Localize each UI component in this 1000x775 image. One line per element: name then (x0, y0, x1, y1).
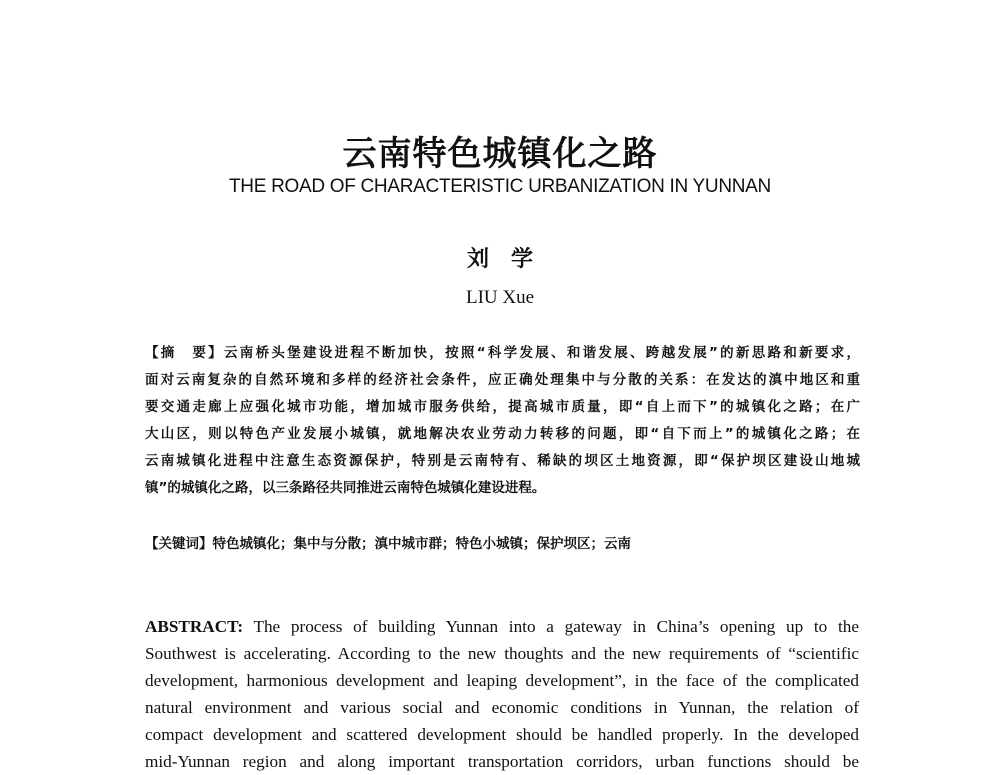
abstract-cn-label: 【摘 要】 (145, 345, 224, 361)
paper-title-cn: 云南特色城镇化之路 (342, 134, 658, 174)
author-name-en: LIU Xue (465, 287, 535, 308)
abstract-en (145, 613, 859, 775)
abstract-cn-text: 云南桥头堡建设进程不断加快，按照“科学发展、和谐发展、跨越发展”的新思路和新要求， (223, 345, 860, 361)
abstract-en-text: The process of building Yunnan into a gateway in China’s opening up to the (243, 617, 859, 636)
abstract-en-line: development, harmonious development and leaping development”, in the face of the complicated (145, 671, 859, 690)
keywords-cn (145, 531, 860, 558)
abstract-en-line: Southwest is accelerating. According to the new thoughts and the new requirements of “scientific (145, 644, 859, 663)
abstract-en-line (145, 613, 859, 640)
abstract-en-line: compact development and scattered development should be handled properly. In the developed (145, 725, 859, 744)
keywords-label: 【关键词】 (145, 536, 213, 552)
abstract-cn (145, 340, 860, 502)
abstract-cn-line: 大山区，则以特色产业发展小城镇，就地解决农业劳动力转移的问题，即“自下而上”的城镇化之路；在 (145, 426, 860, 442)
abstract-cn-line: 镇”的城镇化之路，以三条路径共同推进云南特色城镇化建设进程。 (145, 480, 546, 496)
abstract-cn-line (145, 340, 860, 367)
keywords-text: 特色城镇化；集中与分散；滇中城市群；特色小城镇；保护坝区；云南 (212, 536, 631, 552)
abstract-cn-line: 云南城镇化进程中注意生态资源保护，特别是云南特有、稀缺的坝区土地资源，即“保护坝区建设山地城 (145, 453, 860, 469)
abstract-en-line: mid-Yunnan region and along important transportation corridors, urban functions should be (145, 752, 859, 771)
abstract-cn-line: 面对云南复杂的自然环境和多样的经济社会条件，应正确处理集中与分散的关系：在发达的滇中地区和重 (145, 372, 860, 388)
paper-title-en: THE ROAD OF CHARACTERISTIC URBANIZATION IN YUNNAN (229, 176, 771, 197)
author-name-cn: 刘 学 (466, 247, 533, 272)
abstract-en-line: natural environment and various social and economic conditions in Yunnan, the relation of (145, 698, 859, 717)
abstract-cn-line: 要交通走廊上应强化城市功能，增加城市服务供给，提高城市质量，即“自上而下”的城镇化之路；在广 (145, 399, 860, 415)
abstract-en-label: ABSTRACT: (145, 617, 244, 636)
